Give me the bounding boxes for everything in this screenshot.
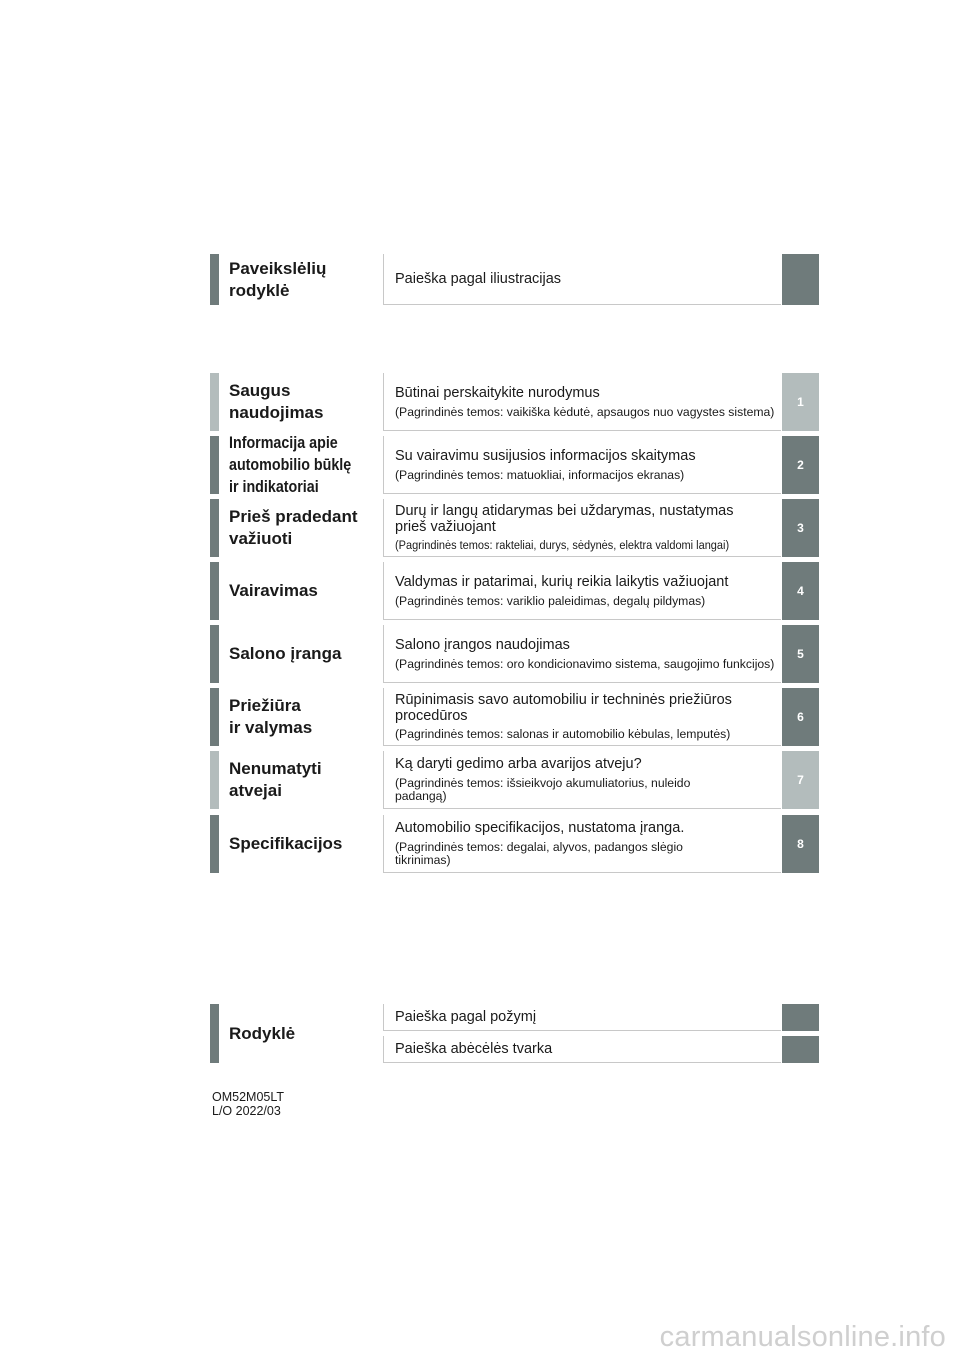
section-row-1[interactable] bbox=[210, 373, 819, 431]
section-row-7[interactable] bbox=[210, 751, 819, 809]
title-line: Paveikslėlių bbox=[229, 258, 327, 278]
section-row-3[interactable] bbox=[210, 499, 819, 557]
index-item-feature[interactable] bbox=[383, 1004, 781, 1031]
manual-date: L/O 2022/03 bbox=[212, 1104, 281, 1118]
title-line: ir indikatoriai bbox=[229, 477, 319, 496]
title-line: važiuoti bbox=[229, 529, 293, 548]
index-row bbox=[210, 1004, 819, 1063]
section-tab[interactable] bbox=[782, 1036, 819, 1063]
desc-main: Ką daryti gedimo arba avarijos atveju? bbox=[395, 756, 642, 772]
section-title bbox=[229, 751, 379, 809]
index-title bbox=[229, 1004, 379, 1063]
section-tab[interactable]: 5 bbox=[782, 625, 819, 683]
title-line: Vairavimas bbox=[229, 581, 318, 600]
desc-main: Valdymas ir patarimai, kurių reikia laikytis važiuojant bbox=[395, 573, 729, 590]
document-code bbox=[212, 1090, 284, 1118]
title-line: Nenumatyti bbox=[229, 759, 322, 778]
section-tab[interactable]: 6 bbox=[782, 688, 819, 746]
section-bar bbox=[210, 254, 219, 305]
title-line: Prieš pradedant bbox=[229, 507, 358, 526]
section-row-6[interactable] bbox=[210, 688, 819, 746]
section-desc bbox=[383, 562, 781, 620]
watermark: carmanualsonline.info bbox=[659, 1321, 946, 1353]
section-title bbox=[229, 815, 379, 873]
section-desc bbox=[383, 751, 781, 809]
desc-sub: (Pagrindinės temos: vaikiška kėdutė, apsaugos nuo vagystes sistema) bbox=[395, 404, 775, 419]
section-tab[interactable]: 2 bbox=[782, 436, 819, 494]
section-tab[interactable]: 8 bbox=[782, 815, 819, 873]
title-line: Saugus bbox=[229, 381, 291, 400]
section-tab[interactable] bbox=[782, 254, 819, 305]
section-desc bbox=[383, 815, 781, 873]
pictorial-index-desc bbox=[383, 254, 781, 305]
section-title bbox=[229, 433, 379, 496]
title-line: naudojimas bbox=[229, 403, 324, 422]
desc-sub-text: (Pagrindinės temos: rakteliai, durys, sėdynės, elektra valdomi langai) bbox=[395, 538, 730, 552]
desc-main: Paieška abėcėlės tvarka bbox=[395, 1041, 553, 1057]
title-line: atvejai bbox=[229, 781, 282, 800]
section-bar bbox=[210, 499, 219, 557]
section-row-4[interactable] bbox=[210, 562, 819, 620]
desc-main: Paieška pagal požymį bbox=[395, 1009, 537, 1025]
desc-main: Durų ir langų atidarymas bei uždarymas, nustatymas prieš važiuojant bbox=[395, 503, 734, 535]
title-line: Priežiūra bbox=[229, 696, 301, 715]
section-bar bbox=[210, 625, 219, 683]
desc-sub bbox=[395, 539, 781, 552]
section-desc bbox=[383, 373, 781, 431]
section-tab[interactable]: 4 bbox=[782, 562, 819, 620]
section-bar bbox=[210, 815, 219, 873]
section-bar bbox=[210, 751, 219, 809]
section-title bbox=[229, 562, 379, 620]
section-desc bbox=[383, 436, 781, 494]
desc-main: Paieška pagal iliustracijas bbox=[395, 271, 562, 287]
section-title bbox=[229, 499, 379, 557]
section-title bbox=[229, 688, 379, 746]
desc-main: Automobilio specifikacijos, nustatoma įranga. bbox=[395, 820, 685, 836]
title-line: Specifikacijos bbox=[229, 834, 343, 853]
section-row-8[interactable] bbox=[210, 815, 819, 873]
desc-sub: (Pagrindinės temos: matuokliai, informacijos ekranas) bbox=[395, 467, 685, 482]
desc-main: Su vairavimu susijusios informacijos skaitymas bbox=[395, 447, 696, 464]
section-row-5[interactable] bbox=[210, 625, 819, 683]
section-desc bbox=[383, 499, 781, 557]
section-bar bbox=[210, 688, 219, 746]
section-tab[interactable]: 7 bbox=[782, 751, 819, 809]
section-bar bbox=[210, 1004, 219, 1063]
section-tab[interactable] bbox=[782, 1004, 819, 1031]
title-line: ir valymas bbox=[229, 718, 313, 737]
section-bar bbox=[210, 373, 219, 431]
section-desc bbox=[383, 688, 781, 746]
title-line: Salono įranga bbox=[229, 644, 342, 663]
title-line: rodyklė bbox=[229, 280, 290, 300]
desc-sub: (Pagrindinės temos: degalai, alyvos, padangos slėgio tikrinimas) bbox=[395, 840, 683, 867]
desc-sub: (Pagrindinės temos: variklio paleidimas, degalų pildymas) bbox=[395, 593, 706, 608]
title-line: Informacija apie bbox=[229, 433, 338, 452]
section-tab[interactable]: 3 bbox=[782, 499, 819, 557]
pictorial-index-title bbox=[229, 254, 379, 305]
section-bar bbox=[210, 562, 219, 620]
section-title bbox=[229, 625, 379, 683]
index-item-alphabetical[interactable] bbox=[383, 1036, 781, 1063]
desc-main: Salono įrangos naudojimas bbox=[395, 636, 570, 653]
desc-sub: (Pagrindinės temos: salonas ir automobilio kėbulas, lemputės) bbox=[395, 727, 731, 741]
section-tab[interactable]: 1 bbox=[782, 373, 819, 431]
section-desc bbox=[383, 625, 781, 683]
title-line: Rodyklė bbox=[229, 1023, 296, 1043]
desc-main: Rūpinimasis savo automobiliu ir techninės priežiūros procedūros bbox=[395, 692, 732, 724]
section-title bbox=[229, 373, 379, 431]
desc-sub: (Pagrindinės temos: oro kondicionavimo sistema, saugojimo funkcijos) bbox=[395, 656, 775, 671]
desc-main: Būtinai perskaitykite nurodymus bbox=[395, 384, 600, 401]
desc-sub: (Pagrindinės temos: išsieikvojo akumuliatorius, nuleido padangą) bbox=[395, 776, 691, 803]
title-line: automobilio būklę bbox=[229, 455, 352, 474]
pictorial-index-row[interactable] bbox=[210, 254, 819, 305]
manual-code: OM52M05LT bbox=[212, 1090, 285, 1104]
section-row-2[interactable] bbox=[210, 433, 819, 496]
section-bar bbox=[210, 436, 219, 494]
